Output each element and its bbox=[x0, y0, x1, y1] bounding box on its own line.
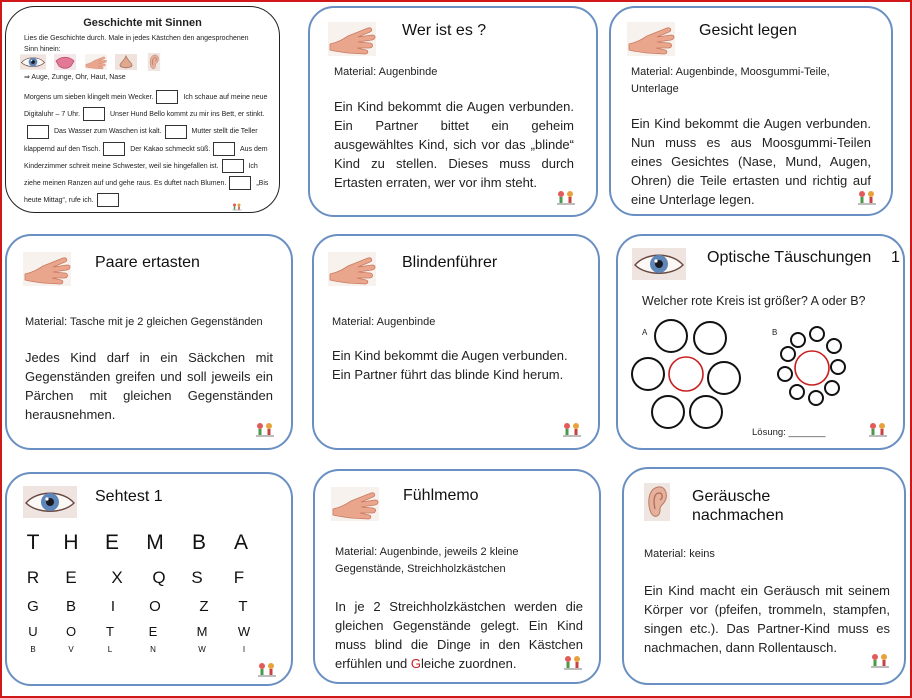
story-sentence: Ich schaue auf meine neue Digitaluhr – 7 Uhr. bbox=[24, 94, 268, 119]
eye-icon bbox=[23, 486, 77, 518]
story-sentence: Mutter stellt die Teller klappernd auf den Tisch. bbox=[24, 128, 258, 153]
label-a: A bbox=[642, 328, 648, 337]
story-sentence: Morgens um sieben klingelt mein Wecker. bbox=[24, 94, 154, 101]
chart-letter: R bbox=[26, 568, 40, 587]
nose-icon bbox=[115, 53, 137, 71]
chart-letter: H bbox=[63, 531, 79, 554]
chart-letter: X bbox=[111, 568, 123, 587]
children-logo bbox=[562, 422, 582, 438]
children-logo bbox=[255, 422, 275, 438]
answer-box[interactable] bbox=[97, 193, 119, 207]
card-body: Ein Kind macht ein Geräusch mit seinem Körper vor (pfeifen, trommeln, stampfen, singen etc.). Das Partner-Kind muss es nachmachen, dann Rollentausch. bbox=[644, 583, 890, 655]
hand-icon bbox=[331, 487, 379, 521]
children-logo bbox=[232, 203, 242, 211]
card-body: Ein Kind bekommt die Augen verbunden. Nun muss es aus Moosgummi-Teilen eines Gesichtes (Nase, Mund, Augen, Ohren) die Teile ertasten und richtig auf eine Unterlage legen. bbox=[631, 116, 871, 207]
card-title bbox=[692, 487, 784, 525]
answer-box[interactable] bbox=[222, 159, 244, 173]
chart-letter: U bbox=[28, 624, 38, 639]
material-text: Material: Augenbinde bbox=[332, 316, 436, 328]
story-sentence: Das Wasser zum Waschen ist kalt. bbox=[53, 128, 162, 136]
children-logo bbox=[857, 190, 877, 206]
label-b: B bbox=[772, 328, 778, 337]
card-title: Fühlmemo bbox=[403, 487, 479, 504]
card-story bbox=[5, 6, 280, 213]
body-highlight: G bbox=[410, 656, 422, 671]
chart-letter: B bbox=[65, 598, 76, 615]
chart-letter: M bbox=[146, 531, 164, 554]
card-paare-ertasten bbox=[5, 234, 293, 450]
chart-letter: T bbox=[238, 598, 248, 615]
story-intro: Lies die Geschichte durch. Male in jedes Kästchen den angesprochenen Sinn hinein: bbox=[24, 35, 249, 53]
chart-letter: M bbox=[196, 624, 208, 639]
card-title: Paare ertasten bbox=[95, 254, 200, 271]
hand-icon bbox=[328, 22, 376, 56]
story-title: Geschichte mit Sinnen bbox=[83, 17, 202, 29]
chart-letter: F bbox=[233, 568, 245, 587]
ebbinghaus-illusion bbox=[626, 312, 896, 438]
children-logo bbox=[257, 662, 277, 678]
chart-letter: O bbox=[65, 624, 77, 639]
figure-a bbox=[632, 320, 740, 428]
story-senses: ⇒ Auge, Zunge, Ohr, Haut, Nase bbox=[24, 74, 126, 81]
chart-letter: Z bbox=[199, 598, 209, 615]
answer-box[interactable] bbox=[27, 125, 49, 139]
card-body: Jedes Kind darf in ein Säckchen mit Gegenständen greifen und soll jeweils ein Pärchen mit gleichen Gegenständen herausnehmen. bbox=[25, 350, 273, 422]
story-sentence: Der Kakao schmeckt süß. bbox=[130, 145, 211, 153]
chart-letter: N bbox=[150, 645, 156, 654]
answer-box[interactable] bbox=[165, 125, 187, 139]
material-text: Material: Augenbinde bbox=[334, 66, 438, 78]
answer-box[interactable] bbox=[156, 90, 178, 104]
title-line: nachmachen bbox=[692, 507, 784, 524]
card-title: Optische Täuschungen bbox=[707, 249, 872, 266]
material-text: Material: Augenbinde, Moosgummi-Teile, Unterlage bbox=[631, 66, 830, 95]
chart-letter: I bbox=[110, 598, 116, 615]
chart-letter: E bbox=[148, 624, 158, 639]
chart-letter: S bbox=[191, 568, 203, 587]
card-geraeusche bbox=[622, 467, 906, 685]
children-logo bbox=[563, 655, 583, 671]
story-sentence: „Bis heute Mittag“, rufe ich. bbox=[24, 180, 269, 205]
story-text bbox=[24, 89, 274, 209]
chart-letter: L bbox=[107, 645, 113, 654]
story-sentence: Unser Hund Bello kommt zu mir ins Bett, er stinkt. bbox=[109, 111, 265, 119]
body-text: leiche zuordnen. bbox=[421, 656, 517, 671]
chart-letter: W bbox=[237, 624, 251, 639]
chart-letter: B bbox=[191, 531, 206, 554]
chart-letter: I bbox=[242, 645, 246, 654]
answer-box[interactable] bbox=[103, 142, 125, 156]
story-sentence: Aus dem Kinderzimmer schreit meine Schwester, weil sie hingefallen ist. bbox=[24, 145, 268, 170]
chart-letter: B bbox=[30, 645, 36, 654]
card-title: Gesicht legen bbox=[699, 22, 797, 39]
ear-icon bbox=[146, 53, 162, 71]
material-text: Material: Augenbinde, jeweils 2 kleine Gegenstände, Streichholzkästchen bbox=[335, 546, 519, 575]
card-title: Sehtest 1 bbox=[95, 488, 163, 505]
chart-letter: T bbox=[106, 624, 114, 639]
card-blindenfuehrer bbox=[312, 234, 600, 450]
hand-icon bbox=[328, 252, 376, 286]
chart-letter: E bbox=[104, 531, 119, 554]
card-number: 1 bbox=[891, 249, 900, 266]
chart-letter: V bbox=[68, 645, 74, 654]
answer-box[interactable] bbox=[83, 107, 105, 121]
card-title: Wer ist es ? bbox=[402, 22, 487, 39]
children-logo bbox=[556, 190, 576, 206]
title-line: Geräusche bbox=[692, 488, 771, 505]
tongue-icon bbox=[54, 53, 76, 71]
chart-letter: E bbox=[65, 568, 77, 587]
material-text: Material: keins bbox=[644, 548, 715, 560]
children-logo bbox=[868, 422, 888, 438]
card-wer-ist-es bbox=[308, 6, 598, 217]
chart-letter: T bbox=[26, 531, 40, 554]
card-body: Ein Kind bekommt die Augen verbunden. Ein Partner führt das blinde Kind herum. bbox=[332, 348, 568, 382]
chart-letter: A bbox=[233, 531, 248, 554]
body-text: In je 2 Streichholzkästchen werden die gleichen Gegenstände gelegt. Ein Kind muss blind die Dinge in den Kästchen erfühlen und bbox=[335, 599, 583, 671]
card-optische-taeuschungen bbox=[616, 234, 905, 450]
card-body bbox=[335, 597, 583, 673]
chart-letter: O bbox=[149, 598, 161, 615]
hand-icon bbox=[627, 22, 675, 56]
eye-icon bbox=[632, 248, 686, 280]
answer-box[interactable] bbox=[213, 142, 235, 156]
eye-icon bbox=[20, 53, 46, 71]
red-circle-b bbox=[795, 351, 829, 385]
solution-line: Lösung: _______ bbox=[752, 427, 826, 438]
children-logo bbox=[870, 653, 890, 669]
figure-b bbox=[778, 327, 845, 405]
chart-letter: W bbox=[198, 645, 206, 654]
chart-letter: Q bbox=[152, 568, 166, 587]
card-gesicht-legen bbox=[609, 6, 893, 216]
card-body: Ein Kind bekommt die Augen verbunden. Ein Partner bittet ein geheim ausgewähltes Kind, sich vor das „blinde“ Kind zu stellen. Dieses muss durch Ertasten erraten, wer vor ihm steht. bbox=[334, 99, 574, 190]
story-sentence: Ich ziehe meinen Ranzen auf und gehe raus. Es duftet nach Blumen. bbox=[24, 162, 258, 188]
card-fuehlmemo bbox=[313, 469, 601, 684]
hand-icon bbox=[23, 252, 71, 286]
red-circle-a bbox=[669, 357, 703, 391]
card-title: Blindenführer bbox=[402, 254, 498, 271]
chart-letter: G bbox=[27, 598, 39, 615]
material-text: Material: Tasche mit je 2 gleichen Gegenständen bbox=[25, 316, 263, 328]
hand-icon bbox=[85, 53, 107, 71]
answer-box[interactable] bbox=[229, 176, 251, 190]
card-sehtest bbox=[5, 472, 293, 686]
question-text: Welcher rote Kreis ist größer? A oder B? bbox=[642, 294, 866, 308]
ear-icon bbox=[644, 483, 670, 521]
